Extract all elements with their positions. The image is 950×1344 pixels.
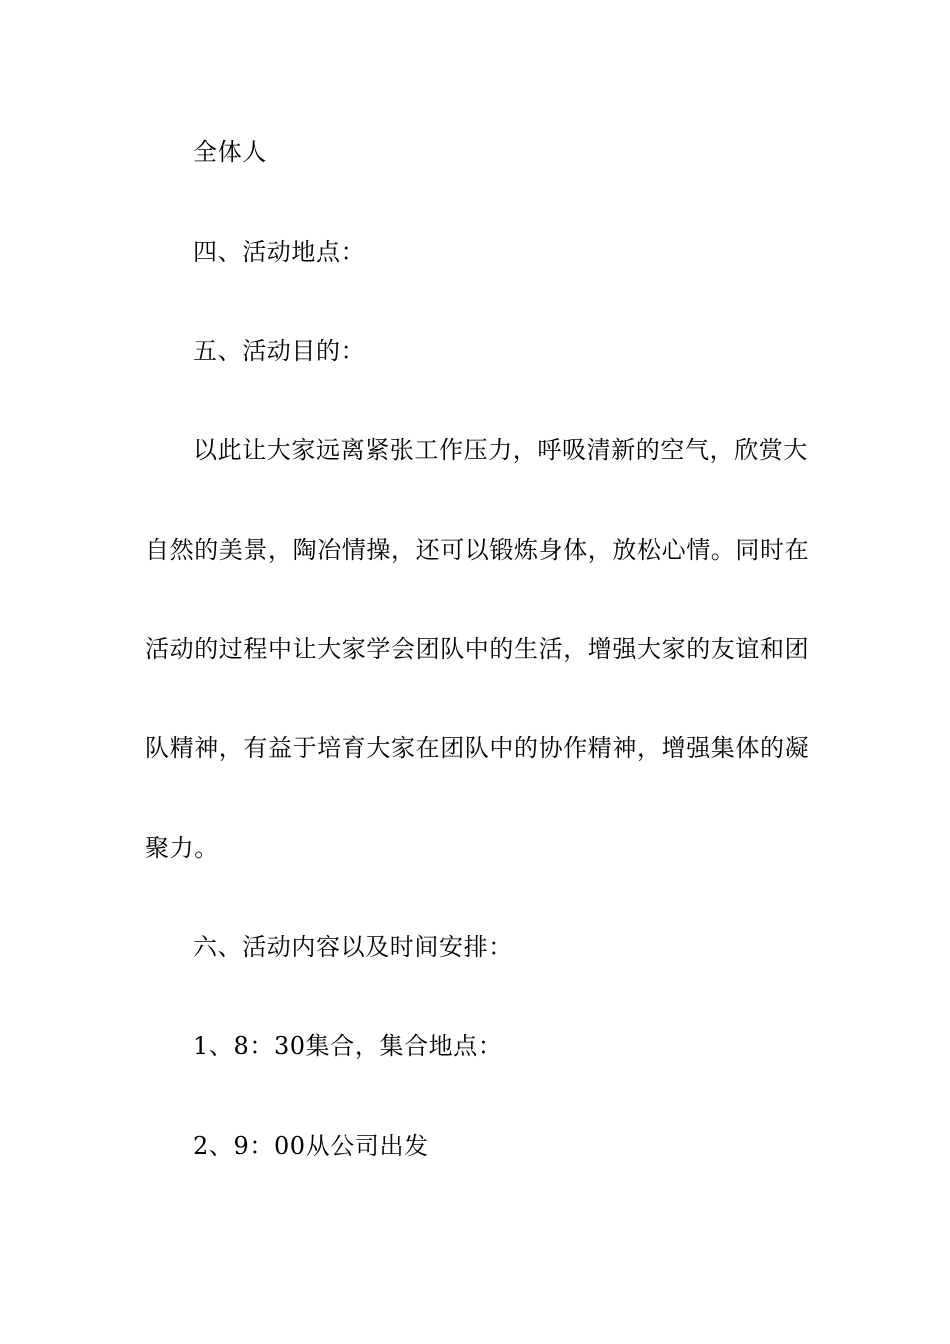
purpose-paragraph-line-1: 以此让大家远离紧张工作压力，呼吸清新的空气，欣赏大: [193, 436, 808, 464]
section-five-purpose-heading: 五、活动目的：: [193, 337, 366, 365]
schedule-item-2: 2、9：00从公司出发: [193, 1132, 429, 1160]
purpose-paragraph-line-5: 聚力。: [145, 834, 219, 862]
section-four-location-heading: 四、活动地点：: [193, 238, 366, 266]
participants-text: 全体人: [193, 138, 267, 166]
purpose-paragraph-line-2: 自然的美景，陶冶情操，还可以锻炼身体，放松心情。同时在: [145, 536, 810, 564]
section-six-schedule-heading: 六、活动内容以及时间安排：: [193, 933, 513, 961]
purpose-paragraph-line-3: 活动的过程中让大家学会团队中的生活，增强大家的友谊和团: [145, 635, 810, 663]
schedule-item-1: 1、8：30集合，集合地点：: [193, 1032, 503, 1060]
purpose-paragraph-line-4: 队精神，有益于培育大家在团队中的协作精神，增强集体的凝: [145, 734, 810, 762]
